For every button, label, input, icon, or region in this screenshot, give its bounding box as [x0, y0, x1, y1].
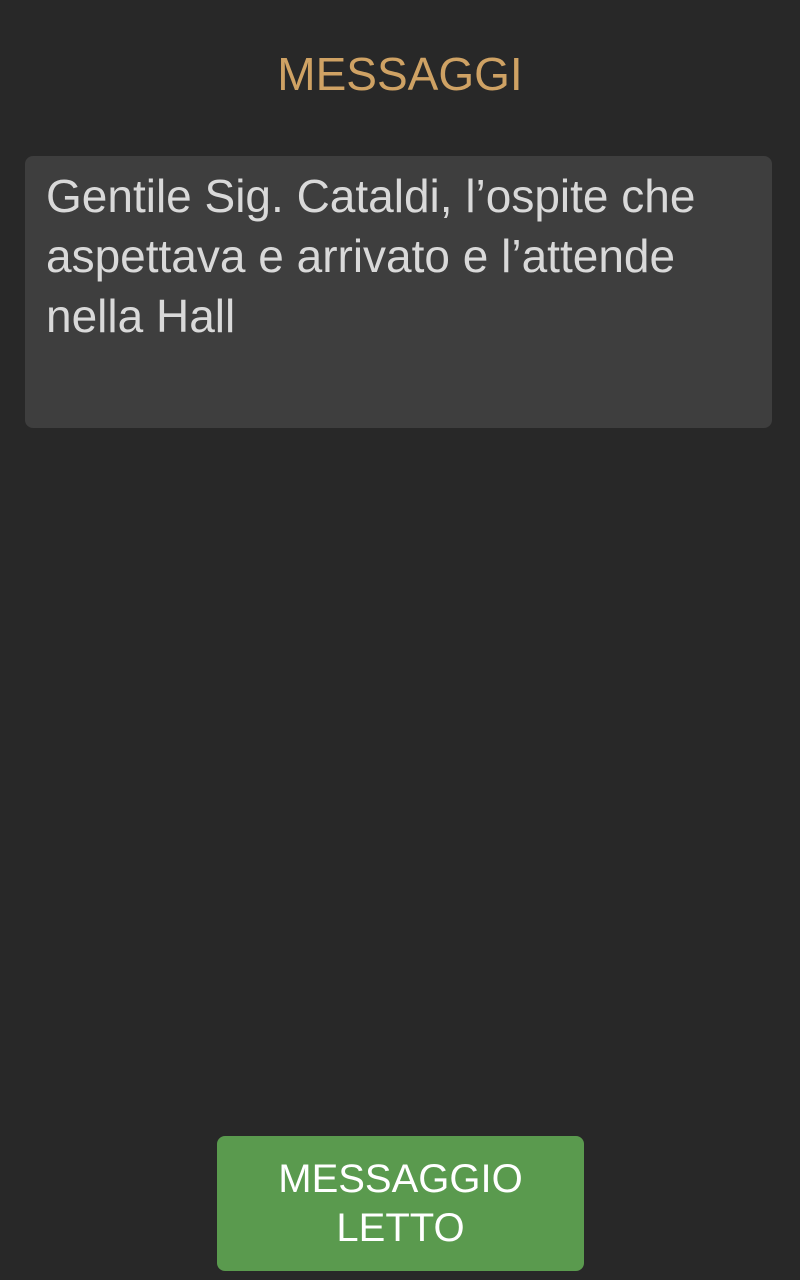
- message-text: Gentile Sig. Cataldi, l’ospite che aspettava e arrivato e l’attende nella Hall: [46, 170, 696, 342]
- message-read-button-label-line1: MESSAGGIO: [278, 1156, 523, 1201]
- message-read-button[interactable]: [217, 1136, 584, 1271]
- message-box: [25, 156, 772, 428]
- page-title: MESSAGGI: [277, 48, 523, 100]
- message-read-button-label-line2: LETTO: [336, 1205, 465, 1250]
